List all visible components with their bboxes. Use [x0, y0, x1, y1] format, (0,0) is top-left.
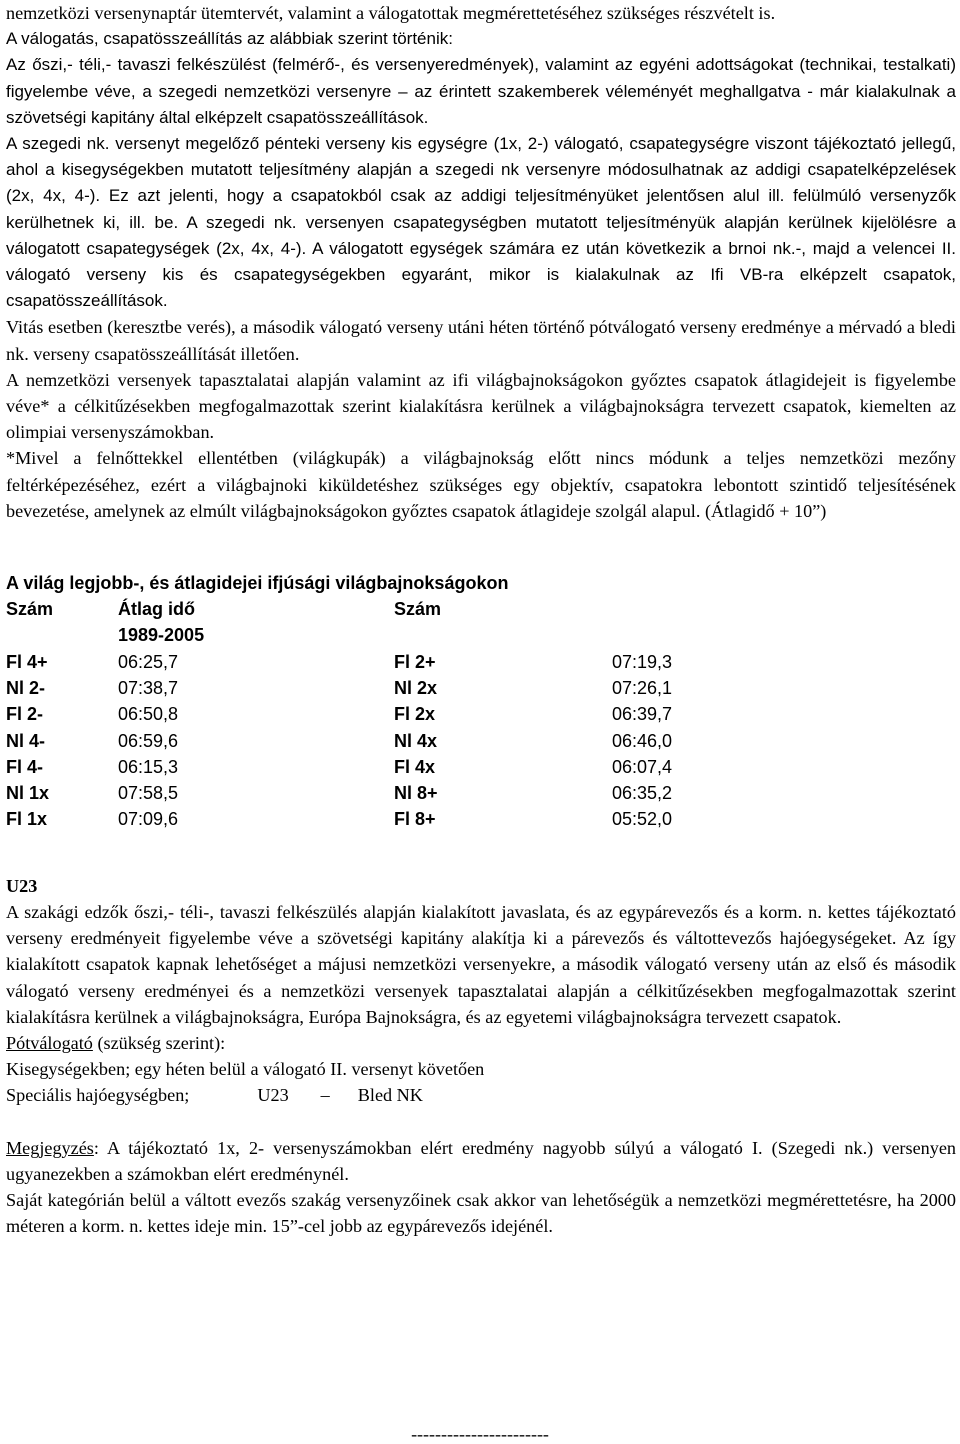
event-a-cell: Fl 4+	[6, 651, 48, 672]
document-page	[6, 0, 956, 1239]
u23-heading: U23	[6, 875, 38, 896]
table-row	[6, 806, 812, 832]
table-row	[6, 728, 812, 754]
table-row	[6, 701, 812, 727]
time-b-cell: 06:07,4	[612, 756, 673, 777]
header-average-time: Átlag idő	[118, 599, 195, 620]
potvalogato-line	[6, 1030, 956, 1056]
event-a-cell: Nl 1x	[6, 783, 50, 804]
note-rest: : A tájékoztató 1x, 2- versenyszámokban elért eredmény nagyobb súlyú a válogató I. (Szegedi nk.) versenyen ugyanezekben a számokban elért eredménynél.	[6, 1137, 956, 1184]
time-a-cell: 07:38,7	[118, 677, 179, 698]
event-b-cell: Nl 2x	[394, 677, 438, 698]
event-b-cell: Fl 2+	[394, 651, 436, 672]
intro-paragraph-selection: A válogatás, csapatösszeállítás az alábbiak szerint történik:	[6, 29, 453, 49]
time-a-cell: 07:58,5	[118, 783, 179, 804]
table-row	[6, 675, 812, 701]
u23-section	[6, 873, 956, 1240]
event-a-cell: Fl 1x	[6, 809, 48, 830]
u23-paragraph: A szakági edzők őszi,- téli-, tavaszi felkészülés alapján kialakított javaslata, és az egypárevezős és a korm. n. kettes tájékoztató verseny eredményeit figyelembe véve a szövetségi kapitány alakítja ki a párevezős és váltottevezős hajóegységeket. Az így kialakított csapatok kapnak lehetőséget a májusi nemzetközi versenyekre, a második válogató verseny után az első és második válogató verseny eredményei és a nemzetközi versenyek tapasztalatai alapján a célkitűzésekben megfogalmazottak szerint kialakításra kerülnek a világbajnokságra, Európa Bajnokságra, és az egyetemi világbajnokságra tervezett csapatok.	[6, 901, 956, 1027]
event-b-cell: Nl 8+	[394, 783, 438, 804]
intro-section	[6, 0, 956, 524]
time-b-cell: 06:35,2	[612, 783, 673, 804]
intro-paragraph-international: A nemzetközi versenyek tapasztalatai alapján valamint az ifi világbajnokságokon győztes csapatok átlagidejeit is figyelembe véve* a célkitűzésekben megfogalmazottak szerint kialakításra kerülnek a világbajnokságra tervezett csapatok, kiemelten az olimpiai versenyszámokban.	[6, 369, 956, 443]
intro-paragraph-dispute: Vitás esetben (keresztbe verés), a második válogató verseny utáni héten történő pótválogató verseny eredménye a mérvadó a bledi nk. verseny csapatösszeállítását illetően.	[6, 317, 956, 364]
table-body	[6, 649, 812, 833]
table-row	[6, 780, 812, 806]
special-dash: –	[320, 1085, 330, 1106]
intro-paragraph-autumn: Az őszi,- téli,- tavaszi felkészülést (felmérő-, és versenyeredmények), valamint az egyéni adottságokat (technikai, testalkati) figyelembe véve, a szegedi nemzetközi versenyre – az érintett szakemberek véleményét meghallgatva - már kialakulnak a szövetségi kapitány által elképzelt csapatösszeállítások.	[6, 55, 956, 127]
special-bled: Bled NK	[357, 1085, 423, 1106]
time-b-cell: 06:39,7	[612, 704, 673, 725]
header-event-b: Szám	[394, 599, 442, 620]
world-times-section	[6, 570, 956, 833]
intro-paragraph-szeged: A szegedi nk. versenyt megelőző pénteki verseny kis egységre (1x, 2-) válogató, csapategységre viszont tájékoztató jellegű, ahol a kisegységekben mutatott teljesítmény alapján a szegedi nk versenyre módosulhatnak az addigi csapatelképzelések (2x, 4x, 4-). Ez azt jelenti, hogy a csapatokból csak az addigi teljesítményüket jelentősen alul ill. felülmúló versenyzők kerülhetnek ki, ill. be. A szegedi nk. versenyen csapategységben mutatott teljesítményük alapján kerülnek kijelölésre a válogatott csapategységek (2x, 4x, 4-). A válogatott egységek számára ez után következik a brnoi nk.-, majd a velencei II. válogató verseny kis és csapategységekben egyaránt, mikor is kialakulnak az Ifi VB-ra elképzelt csapatok, csapatösszeállítások.	[6, 134, 956, 311]
time-a-cell: 06:25,7	[118, 651, 179, 672]
table-header-row	[6, 596, 812, 622]
time-a-cell: 06:50,8	[118, 704, 179, 725]
time-b-cell: 06:46,0	[612, 730, 673, 751]
time-a-cell: 07:09,6	[118, 809, 179, 830]
note-paragraph	[6, 1135, 956, 1187]
event-a-cell: Fl 4-	[6, 756, 44, 777]
footer-dash-line: -----------------------	[411, 1424, 549, 1444]
potvalogato-label: Pótválogató	[6, 1032, 93, 1053]
table-row	[6, 754, 812, 780]
intro-paragraph-footnote: *Mivel a felnőttekkel ellentétben (világkupák) a világbajnokság előtt nincs módunk a teljes nemzetközi mezőny feltérképezéséhez, ezért a világbajnoki kiküldetéshez szükséges egy objektív, csapatokra lebontott szintidő teljesítésének bevezetése, amelynek az elmúlt világbajnokságokon győztes csapatok átlagideje szolgál alapul. (Átlagidő + 10”)	[6, 448, 956, 521]
event-b-cell: Fl 4x	[394, 756, 436, 777]
time-b-cell: 05:52,0	[612, 809, 673, 830]
table-row	[6, 649, 812, 675]
kisegyseg-line: Kisegységekben; egy héten belül a válogató II. versenyt követően	[6, 1059, 485, 1080]
event-b-cell: Fl 2x	[394, 704, 436, 725]
special-line	[6, 1082, 956, 1108]
potvalogato-rest: (szükség szerint):	[92, 1032, 226, 1053]
header-event-a: Szám	[6, 599, 54, 620]
last-paragraph: Saját kategórián belül a váltott evezős szakág versenyzőinek csak akkor van lehetőségük a nemzetközi megmérettetésre, ha 2000 méteren a korm. n. kettes ideje min. 15”-cel jobb az egypárevezős idejénél.	[6, 1189, 956, 1237]
event-b-cell: Fl 8+	[394, 809, 436, 830]
event-b-cell: Nl 4x	[394, 730, 438, 751]
time-a-cell: 06:59,6	[118, 730, 179, 751]
table-title: A világ legjobb-, és átlagidejei ifjúsági világbajnokságokon	[6, 573, 509, 594]
special-unit-label: Speciális hajóegységben;	[6, 1085, 190, 1106]
note-label: Megjegyzés	[6, 1137, 94, 1158]
event-a-cell: Nl 2-	[6, 677, 46, 698]
world-times-table	[6, 596, 812, 833]
event-a-cell: Fl 2-	[6, 704, 44, 725]
header-years: 1989-2005	[118, 625, 205, 646]
time-a-cell: 06:15,3	[118, 756, 179, 777]
time-b-cell: 07:19,3	[612, 651, 673, 672]
time-b-cell: 07:26,1	[612, 677, 673, 698]
special-u23: U23	[257, 1085, 289, 1106]
table-subheader-row	[6, 622, 812, 648]
intro-paragraph-continued: nemzetközi versenynaptár ütemtervét, valamint a válogatottak megmérettetéséhez szükséges részvételt is.	[6, 3, 776, 23]
event-a-cell: Nl 4-	[6, 730, 46, 751]
